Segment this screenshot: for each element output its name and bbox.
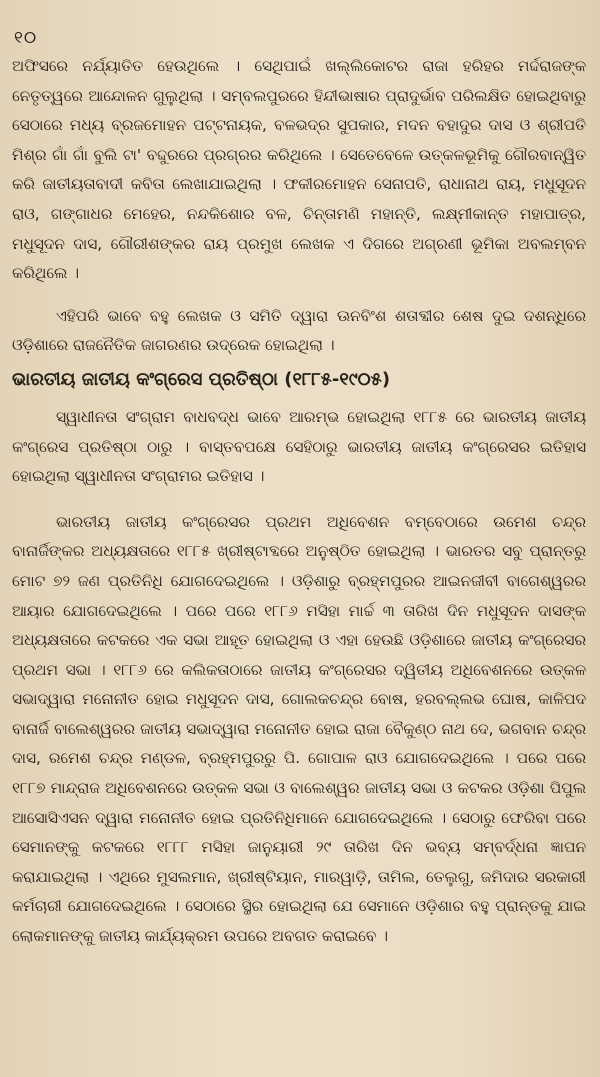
- section-heading: ଭାରତୀୟ ଜାତୀୟ କଂଗ୍ରେସ ପ୍ରତିଷ୍ଠା (୧୮୮୫-୧୯୦୫): [12, 368, 391, 390]
- body-paragraph-1: ଅଫିସରେ ନର୍ଯ୍ୟାତିତ ହେଉଥିଲେ । ସେଥିପାଇଁ ଖଲ୍ଲିକୋଟର ରାଜା ହରିହର ମର୍ଦ୍ଦରାଜଙ୍କ ନେତୃତ୍ୱରେ ଆନ୍ଦୋଳନ ଗୁଲୁଥିଲା । ସମ୍ବଲପୁରରେ ହିନ୍ଦୀଭାଷାର ପ୍ରାଦୁର୍ଭାବ ପରିଲକ୍ଷିତ ହୋଇଥିବାରୁ ସେଠାରେ ମଧ୍ୟ ବ୍ରଜମୋହନ ପଟ୍ଟନାୟକ, ବଳଭଦ୍ର ସୁପକାର, ମଦନ ବହାଦୁର ଦାସ ଓ ଶ୍ରୀପତି ମିଶ୍ର ଗାଁ ଗାଁ ବୁଲି ଟା' ବଦ୍ଦୁରରେ ପ୍ରଗ୍ରର କରିଥିଲେ । ସେତେବେଳେ ଉତ୍କଳଭୂମିକୁ ଗୌରବାନ୍ୱିତ କରି ଜାତୀୟତାବାଦୀ କବିତା ଲେଖାଯାଇଥିଲା । ଫକୀରମୋହନ ସେନାପତି, ରାଧାନାଥ ରାୟ, ମଧୁସୂଦନ ରାଓ, ଗଙ୍ଗାଧର ମେହେର, ନନ୍ଦକିଶୋର ବଳ, ଚିନ୍ତାମଣି ମହାନ୍ତି, ଲକ୍ଷ୍ମୀକାନ୍ତ ମହାପାତ୍ର, ମଧୁସୂଦନ ଦାସ, ଗୌରୀଶଙ୍କର ରାୟ ପ୍ରମୁଖ ଲେଖକ ଏ ଦିଗରେ ଅଗ୍ରଣୀ ଭୂମିକା ଅବଲମ୍ବନ କରିଥିଲେ ।: [12, 57, 586, 283]
- page-number: ୧୦: [14, 28, 38, 48]
- paragraph-spacer: [12, 289, 586, 302]
- section-paragraph-2: ଭାରତୀୟ ଜାତୀୟ କଂଗ୍ରେସର ପ୍ରଥମ ଅଧିବେଶନ ବମ୍ବେଠାରେ ଉମେଶ ଚନ୍ଦ୍ର ବାନାର୍ଜିଙ୍କର ଅଧ୍ୟକ୍ଷତାରେ ୧୮୮୫ ଖ୍ରୀଷ୍ଟାବ୍ଦରେ ଅନୁଷ୍ଠିତ ହୋଇଥିଲା । ଭାରତର ସବୁ ପ୍ରାନ୍ତରୁ ମୋଟ ୭୨ ଜଣ ପ୍ରତିନିଧି ଯୋଗଦେଇଥିଲେ । ଓଡ଼ିଶାରୁ ବ୍ରହ୍ମପୁରର ଆଇନଜୀବୀ ବାଗେଶ୍ୱରର ଆୟାର ଯୋଗଦେଇଥିଲେ । ପରେ ପରେ ୧୮୮୬ ମସିହା ମାର୍ଚ୍ଚ ୩ ତାରିଖ ଦିନ ମଧୁସୂଦନ ଦାସଙ୍କ ଅଧ୍ୟକ୍ଷତାରେ କଟକରେ ଏକ ସଭା ଆହୂତ ହୋଇଥିଲା ଓ ଏହା ହେଉଛି ଓଡ଼ିଶାରେ ଜାତୀୟ କଂଗ୍ରେସର ପ୍ରଥମ ସଭା । ୧୮୮୬ ରେ କଲିକତାଠାରେ ଜାତୀୟ କଂଗ୍ରେସର ଦ୍ୱିତୀୟ ଅଧିବେଶନରେ ଉତ୍କଳ ସଭାଦ୍ୱାରା ମନୋନୀତ ହୋଇ ମଧୁସୂଦନ ଦାସ, ଗୋଲକଚନ୍ଦ୍ର ବୋଷ, ହରବଲ୍ଲଭ ଘୋଷ, କାଳିପଦ ବାନାର୍ଜି ବାଲେଶ୍ୱରର ଜାତୀୟ ସଭାଦ୍ୱାରା ମନୋନୀତ ହୋଇ ରାଜା ବୈକୁଣ୍ଠ ନାଥ ଦେ, ଭଗବାନ ଚନ୍ଦ୍ର ଦାସ, ରମେଶ ଚନ୍ଦ୍ର ମଣ୍ଡଳ, ବ୍ରହ୍ମପୁରରୁ ପି. ଗୋପାଳ ରାଓ ଯୋଗଦେଇଥିଲେ । ପରେ ପରେ ୧୮୮୭ ମାନ୍ଦ୍ରାଜ ଅଧିବେଶନରେ ଉତ୍କଳ ସଭା ଓ ବାଲେଶ୍ୱର ଜାତୀୟ ସଭା ଓ କଟକର ଓଡ଼ିଶା ପିପୁଲ ଆସୋସିଏସନ ଦ୍ୱାରା ମନୋନୀତ ହୋଇ ପ୍ରତିନିଧିମାନେ ଯୋଗଦେଇଥିଲେ । ସେଠାରୁ ଫେରିବା ପରେ ସେମାନଙ୍କୁ କଟକରେ ୧୮୮୮ ମସିହା ଜାନୁୟାରୀ ୨୯ ତାରିଖ ଦିନ ଭବ୍ୟ ସମ୍ବର୍ଦ୍ଧନା ଜ୍ଞାପନ କରାଯାଇଥିଲା । ଏଥିରେ ମୁସଲମାନ, ଖ୍ରୀଷ୍ଟିୟାନ, ମାରୱାଡ଼ି, ତାମିଲ, ତେଲୁଗୁ, ଜମିଦାର ସରକାରୀ କର୍ମଚାରୀ ଯୋଗଦେଇଥିଲେ । ସେଠାରେ ସ୍ଥିର ହୋଇଥିଲା ଯେ ସେମାନେ ଓଡ଼ିଶାର ବହୁ ପ୍ରାନ୍ତକୁ ଯାଇ ଲୋକମାନଙ୍କୁ ଜାତୀୟ କାର୍ଯ୍ୟକ୍ରମ ଉପରେ ଅବଗତ କରାଇବେ ।: [12, 512, 586, 946]
- body-paragraph-2: ଏହିପରି ଭାବେ ବହୁ ଲେଖକ ଓ ସମିତି ଦ୍ୱାରା ଊନବିଂଶ ଶତାବ୍ଦୀର ଶେଷ ଦୁଇ ଦଶନ୍ଧିରେ ଓଡ଼ିଶାରେ ରାଜନୈତିକ ଜାଗରଣର ଉଦ୍ରେକ ହୋଇଥିଲା ।: [12, 306, 586, 355]
- paragraph-spacer: [12, 492, 586, 508]
- section-paragraph-1: ସ୍ୱାଧୀନତା ସଂଗ୍ରାମ ବାଧବଦ୍ଧ ଭାବେ ଆରମ୍ଭ ହୋଇଥିଲା ୧୮୮୫ ରେ ଭାରତୀୟ ଜାତୀୟ କଂଗ୍ରେସ ପ୍ରତିଷ୍ଠା ଠାରୁ । ବାସ୍ତବପକ୍ଷେ ସେହିଠାରୁ ଭାରତୀୟ ଜାତୀୟ କଂଗ୍ରେସର ଇତିହାସ ହୋଇଥିଲା ସ୍ୱାଧୀନତା ସଂଗ୍ରାମର ଇତିହାସ ।: [12, 407, 586, 486]
